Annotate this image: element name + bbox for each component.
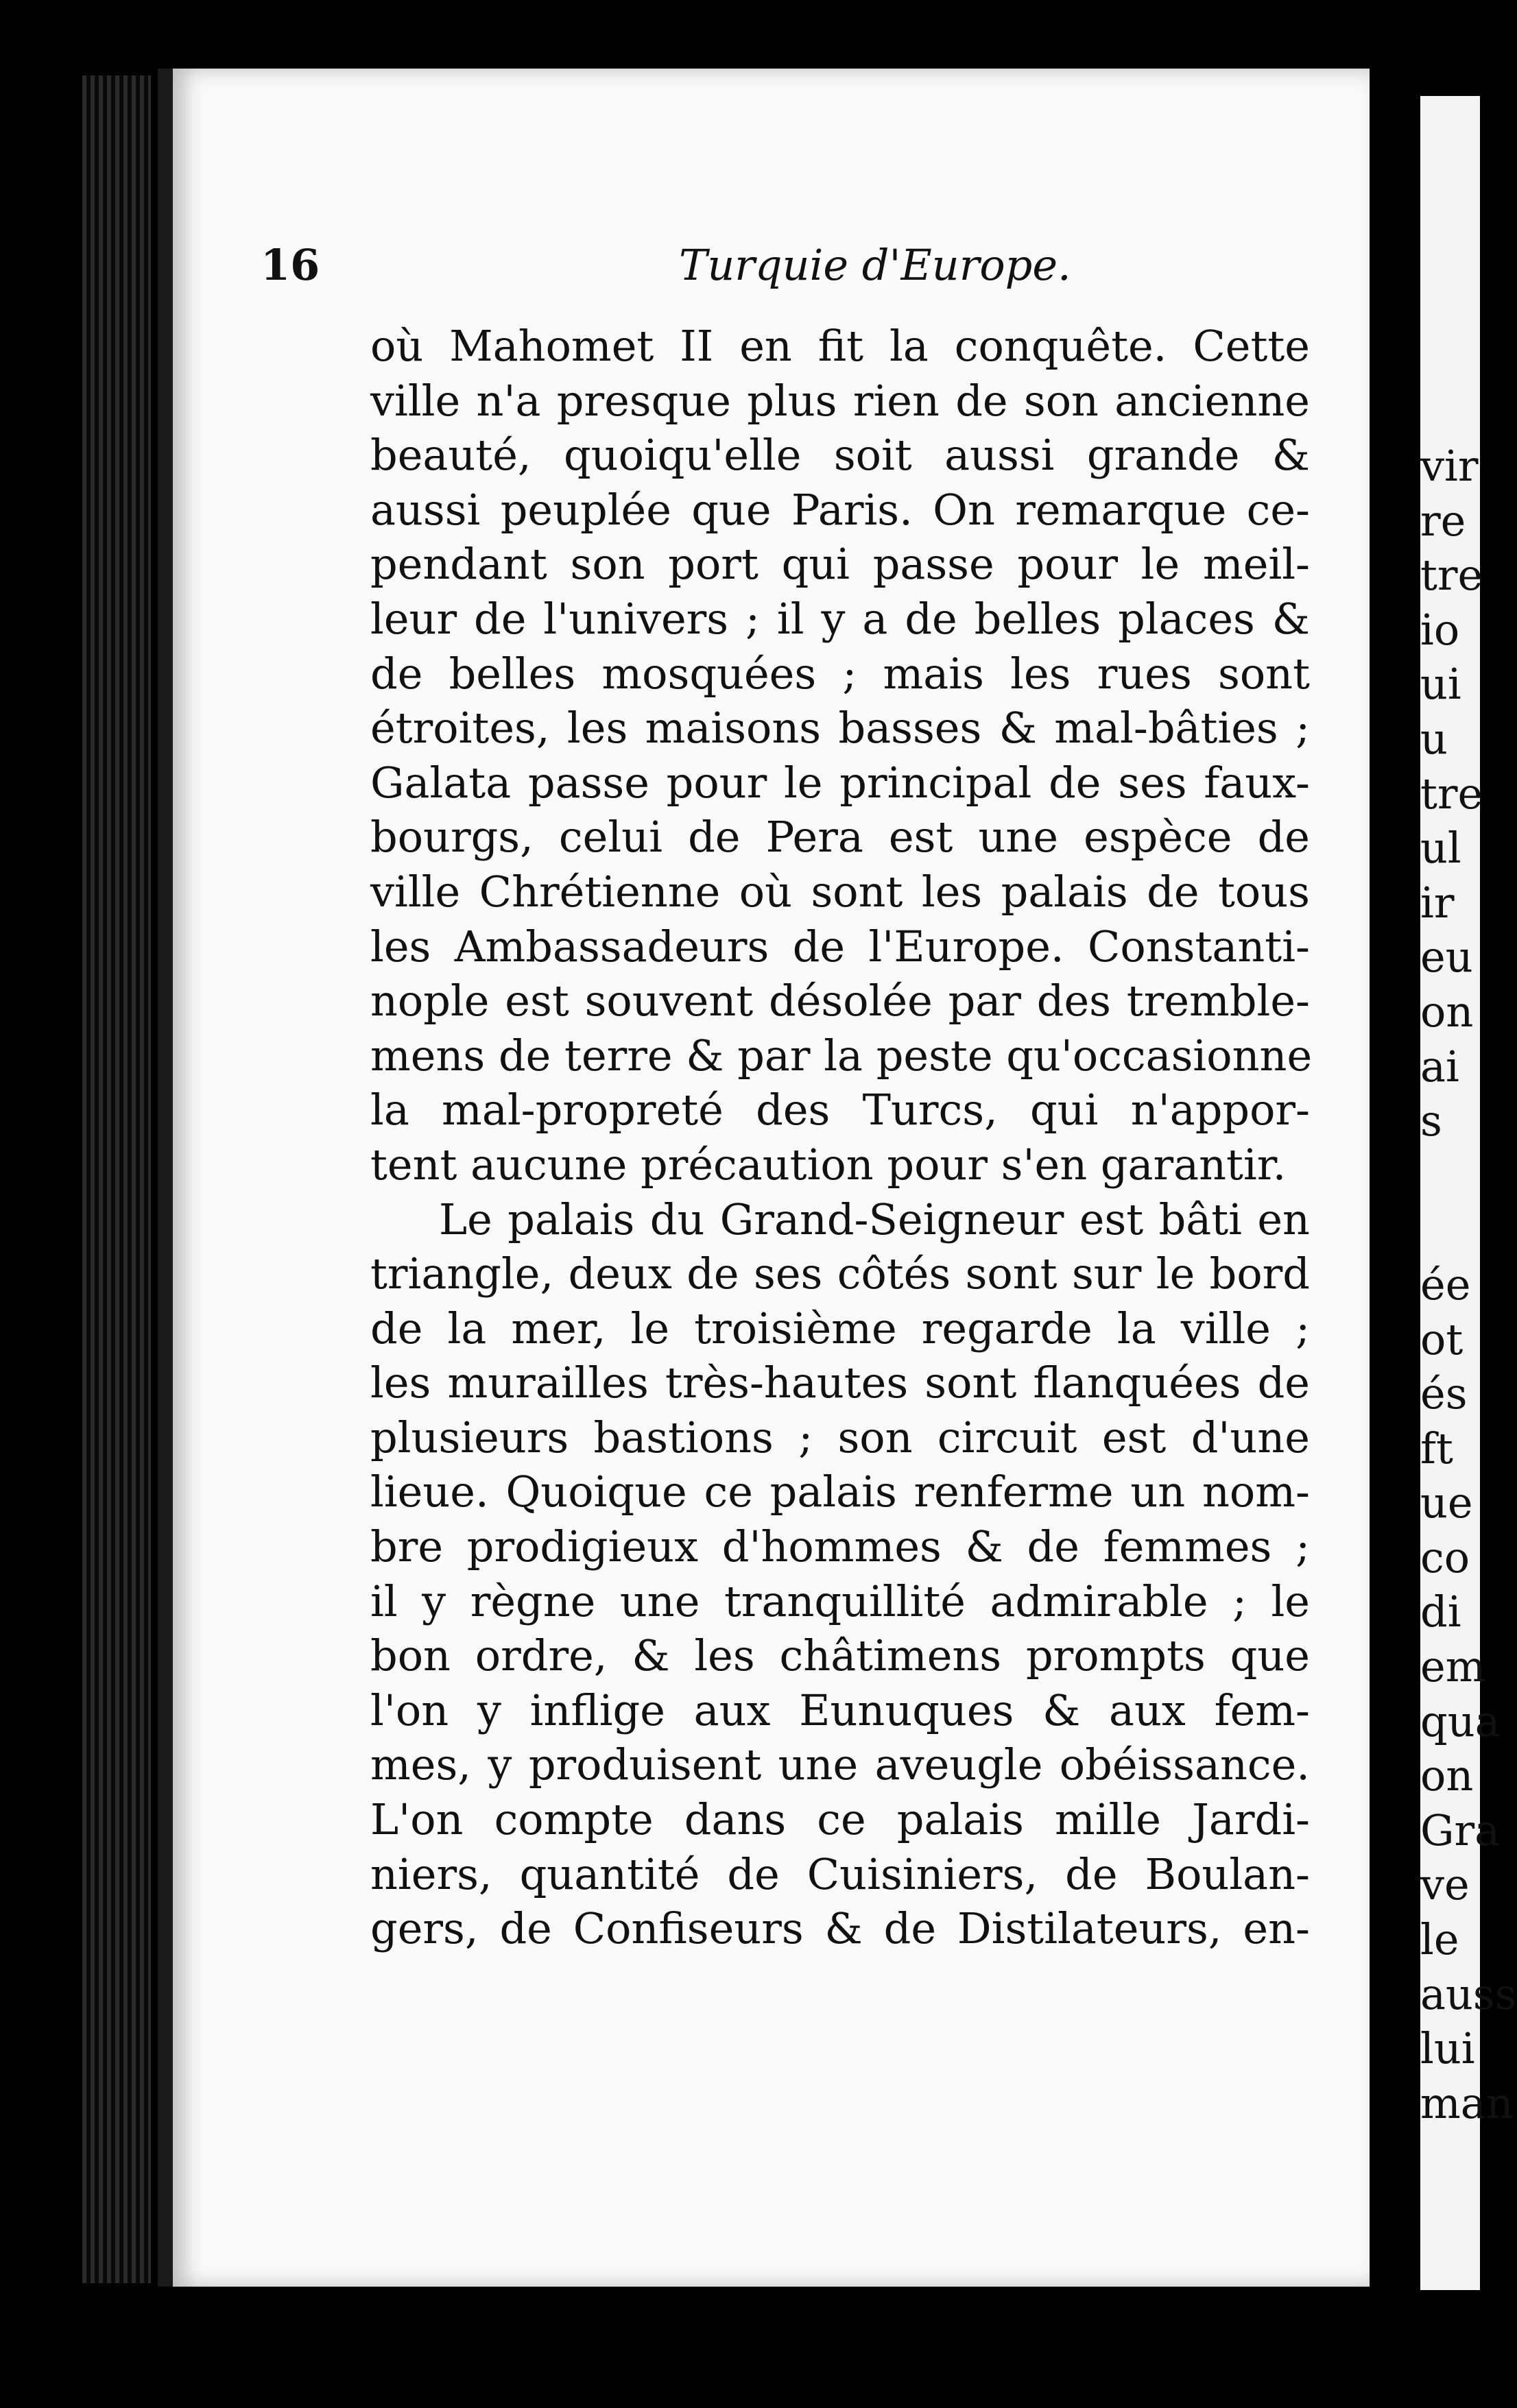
fragment: tre [1420, 550, 1483, 601]
fragment: qua [1420, 1696, 1501, 1746]
fragment: Gra [1420, 1805, 1501, 1855]
fragment: auss [1420, 1968, 1517, 2019]
text-line: L'on compte dans ce palais mille Jardi- [370, 1794, 1310, 1845]
fragment: le [1420, 1914, 1459, 1965]
text-line: pendant son port qui passe pour le meil- [370, 539, 1310, 590]
text-line: mens de terre & par la peste qu'occasionne [370, 1030, 1313, 1081]
text-line: étroites, les maisons basses & mal-bâties ; [370, 703, 1310, 754]
fragment: ve [1420, 1859, 1470, 1910]
page-number: 16 [261, 240, 320, 290]
text-line: leur de l'univers ; il y a de belles places & [370, 593, 1310, 644]
text-line: bre prodigieux d'hommes & de femmes ; [370, 1521, 1310, 1572]
text-line: aussi peuplée que Paris. On remarque ce- [370, 484, 1310, 535]
fragment: s [1420, 1096, 1442, 1146]
text-line: Le palais du Grand-Seigneur est bâti en [439, 1194, 1310, 1244]
text-line: Galata passe pour le principal de ses faux- [370, 757, 1310, 808]
text-line: plusieurs bastions ; son circuit est d'une [370, 1412, 1310, 1462]
text-line: de la mer, le troisième regarde la ville ; [370, 1303, 1310, 1353]
text-line: lieue. Quoique ce palais renferme un nom- [370, 1467, 1310, 1517]
text-line: nople est souvent désolée par des tremble- [370, 976, 1310, 1026]
fragment: ft [1420, 1423, 1453, 1473]
fragment: on [1420, 1750, 1474, 1801]
fragment: tre [1420, 768, 1483, 819]
fragment: co [1420, 1532, 1470, 1582]
fragment: re [1420, 495, 1466, 546]
text-line: niers, quantité de Cuisiniers, de Boulan- [370, 1849, 1310, 1899]
text-line: les murailles très-hautes sont flanquées de [370, 1358, 1310, 1408]
text-line: beauté, quoiqu'elle soit aussi grande & [370, 430, 1310, 481]
fragment: lui [1420, 2023, 1475, 2074]
running-title: Turquie d'Europe. [679, 240, 1071, 290]
fragment [1420, 1148, 1482, 1203]
right-page-fragments [1420, 439, 1517, 2130]
fragment: ot [1420, 1314, 1464, 1364]
fragment: io [1420, 604, 1460, 655]
fragment: és [1420, 1369, 1468, 1419]
text-line: ville n'a presque plus rien de son ancienne [370, 375, 1310, 426]
text-line: ville Chrétienne où sont les palais de tous [370, 866, 1310, 917]
text-line: les Ambassadeurs de l'Europe. Constanti- [370, 921, 1310, 972]
text-line: bon ordre, & les châtimens prompts que [370, 1630, 1310, 1681]
body-text [370, 319, 1313, 1956]
fragment: ui [1420, 659, 1461, 710]
fragment: eu [1420, 932, 1473, 983]
running-header [261, 240, 1084, 315]
text-line: mes, y produisent une aveugle obéissance. [370, 1739, 1310, 1790]
text-line: de belles mosquées ; mais les rues sont [370, 648, 1310, 699]
text-line: où Mahomet II en fit la conquête. Cette [370, 321, 1310, 371]
right-page-edge [1409, 96, 1517, 2290]
text-line: il y règne une tranquillité admirable ; le [370, 1576, 1310, 1626]
fragment: em [1420, 1641, 1486, 1692]
fragment: on [1420, 986, 1474, 1037]
fragment: ée [1420, 1259, 1471, 1310]
text-line: gers, de Confiseurs & de Distilateurs, en- [370, 1903, 1310, 1954]
fragment: u [1420, 713, 1448, 764]
text-line: l'on y inflige aux Eunuques & aux fem- [370, 1685, 1310, 1735]
page-edges [82, 75, 151, 2283]
fragment: man [1420, 2078, 1514, 2128]
text-line: triangle, deux de ses côtés sont sur le bord [370, 1249, 1310, 1299]
text-line: tent aucune précaution pour s'en garantir. [370, 1139, 1287, 1190]
fragment: ir [1420, 877, 1455, 928]
fragment [1420, 1203, 1482, 1257]
fragment: ue [1420, 1478, 1473, 1528]
text-line: bourgs, celui de Pera est une espèce de [370, 812, 1310, 863]
fragment: di [1420, 1587, 1461, 1637]
fragment: ai [1420, 1041, 1459, 1092]
text-line: la mal-propreté des Turcs, qui n'appor- [370, 1085, 1310, 1135]
fragment: ul [1420, 823, 1461, 874]
fragment: vir [1420, 441, 1479, 491]
